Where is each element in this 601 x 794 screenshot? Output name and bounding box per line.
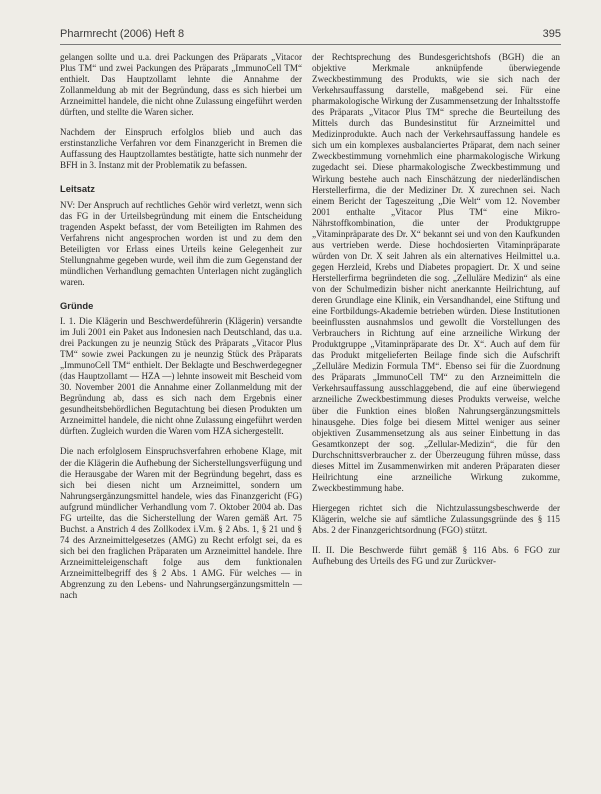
right-paragraph-1: der Rechtsprechung des Bundesgerichtshofs (BGH) die an objektive Merkmale anknüpfende überwiegende Zweckbestimmung des Produkts, wie sie sich nach der Verkehrsauffassung darstelle, maßgebend sei. Für eine pharmakologische Wirkung der Zusammensetzung der Inhaltsstoffe des Präparats „Vitacor Plus TM“ spreche die Beurteilung des Mittels durch das Bundesinstitut für Arzneimittel und Medizinprodukte. Auch nach der Verkehrsauffassung handele es sich um ein komplexes ausbalanciertes Präparat, dem nach seiner Zweckbestimmung vornehmlich eine pharmakologische Wirkung zugedacht sei. Diese pharmakologische Zweckbestimmung und Wirkung bestehe auch nach Einschätzung der niederländischen Herstellerfirma, die der Mediziner Dr. X zurechnen sei. Nach einem Bericht der Tageszeitung „Die Welt“ vom 12. November 2001 enthalte „Vitacor Plus TM“ eine Mikro-Nährstoffkombination, die unter der Produktgruppe „Vitaminpräparate des Dr. X“ bekannt sei und von den Kaufkunden aus vertrieben werde. Diese hochdosierten Vitaminpräparate würden von Dr. X seit Jahren als ein alternatives Heilmittel u.a. gegen Herzleid, Krebs und Diabetes propagiert. Dr. X und seine Herstellerfirma begründeten die sog. „Zelluläre Medizin“ als eine von der Schulmedizin bisher nicht anerkannte Heilrichtung, auf deren Grundlage eine Klinik, ein Versandhandel, eine Stiftung und eine Fortbildungs-Akademie betrieben würden. Diese Institutionen beeinflussten ausnahmslos und gewollt die Vorstellungen des Verbrauchers in Richtung auf eine arzneiliche Wirkung der Produktgruppe „Vitaminpräparate des Dr. X“. Auch auf dem für das Produkt mitgelieferten Beilage finde sich die Aufschrift „Zelluläre Medizin Formula TM“. Ebenso sei für die Zuordnung des Präparats „ImmunoCell TM“ zu den Arzneimitteln die Verkehrsauffassung ausschlaggebend, die auf eine überwiegend arzneiliche Zweckbestimmung dieses Produkts verweise, welche über die Funktion eines bloßen Nahrungsergänzungsmittels hinausgehe. Dies folge bei diesem Mittel weniger aus seiner objektiven Zusammensetzung als aus seiner Einbettung in das Gesamtkonzept der sog. „Zellular-Medizin“, die für den Durchschnittsverbraucher z. der Überzeugung führen müsse, dass dieses Mittel im Zusammenwirken mit anderen Präparaten dieser Heilrichtung eine arzneiliche Wirkung zukomme, Zweckbestimmung habe. — [312, 52, 560, 493]
intro-paragraph-2: Nachdem der Einspruch erfolglos blieb und auch das erstinstanzliche Verfahren vor dem Finanzgericht in Bremen die Auffassung des Hauptzollamtes bestätigte, hatte sich nunmehr der BFH in 3. Instanz mit der Problematik zu befassen. — [60, 127, 302, 171]
running-header — [60, 28, 561, 45]
right-column — [312, 52, 560, 576]
gruende-paragraph-2: Die nach erfolglosem Einspruchsverfahren erhobene Klage, mit der die Klägerin die Aufhebung der Sicherstellungsverfügung und die Herausgabe der Waren mit der Begründung begehrt, dass es sich bei diesen nicht um Arzneimittel, sondern um Nahrungsergänzungsmittel handele, wies das Finanzgericht (FG) aufgrund mündlicher Verhandlung vom 7. Oktober 2004 ab. Das FG urteilte, das die Sicherstellung der Waren gemäß Art. 75 Buchst. a Anstrich 4 des Zollkodex i.V.m. § 2 Abs. 1, § 21 und § 74 des Arzneimittelgesetzes (AMG) zu Recht erfolgt sei, da es sich bei den fraglichen Präparaten um Arzneimittel handele. Ihre Arzneimitteleigenschaft folge aus dem funktionalen Arzneimittelbegriff des § 2 Abs. 1 AMG. Für welches — in Abgrenzung zu den Lebens- und Nahrungsergänzungsmitteln — nach — [60, 446, 302, 601]
leitsatz-text: NV: Der Anspruch auf rechtliches Gehör wird verletzt, wenn sich das FG in der Urteilsbegründung mit einem die Entscheidung tragenden Aspekt befasst, der vom Beteiligten im Rahmen des Verfahrens nicht angesprochen worden ist und zu dem den Beteiligten vor Erlass eines Urteils keine Gelegenheit zur Stellungnahme gegeben wurde, weil ihm die zum Gegenstand der mündlichen Verhandlung gemachten Unterlagen nicht zugänglich waren. — [60, 199, 302, 287]
gruende-heading: Gründe — [60, 299, 94, 311]
page-number: 395 — [542, 28, 561, 40]
intro-paragraph-1: gelangen sollte und u.a. drei Packungen des Präparats „Vitacor Plus TM“ und zwei Packungen des Präparats „ImmunoCell TM“ enthielt. Das Hauptzollamt lehnte die Annahme der Zollanmeldung ab mit der Begründung, dass es sich hierbei um Arzneimittel handele, die nicht ohne Zulassung eingeführt werden dürften, und stellte die Waren sicher. — [60, 52, 302, 118]
right-paragraph-2: Hiergegen richtet sich die Nichtzulassungsbeschwerde der Klägerin, welche sie auf sämtliche Zulassungsgründe des § 115 Abs. 2 der Finanzgerichtsordnung (FGO) stützt. — [312, 502, 560, 535]
gruende-paragraph-1: I. 1. Die Klägerin und Beschwerdeführerin (Klägerin) versandte im Juli 2001 ein Paket aus Indonesien nach Deutschland, das u.a. drei Packungen zu je neunzig Stück des Präparats „Vitacor Plus TM“ sowie zwei Packungen zu je neunzig Stück des Präparats „ImmunoCell TM“ enthielt. Der Beklagte und Beschwerdegegner (das Hauptzollamt — HZA —) lehnte insoweit mit Bescheid vom 30. November 2001 die Annahme einer Zollanmeldung mit der Begründung ab, dass es sich nach dem Ergebnis einer gesundheitsbehördlichen Begutachtung bei diesen Produkten um Arzneimittel handele, die nicht ohne Zulassung eingeführt werden dürften. Zugleich wurden die Waren vom HZA sichergestellt. — [60, 315, 302, 437]
left-column — [60, 52, 302, 610]
journal-title: Pharmrecht (2006) Heft 8 — [60, 28, 185, 40]
right-paragraph-3: II. II. Die Beschwerde führt gemäß § 116 Abs. 6 FGO zur Aufhebung des Urteils des FG und zur Zurückver- — [312, 545, 560, 567]
leitsatz-heading: Leitsatz — [60, 183, 95, 195]
